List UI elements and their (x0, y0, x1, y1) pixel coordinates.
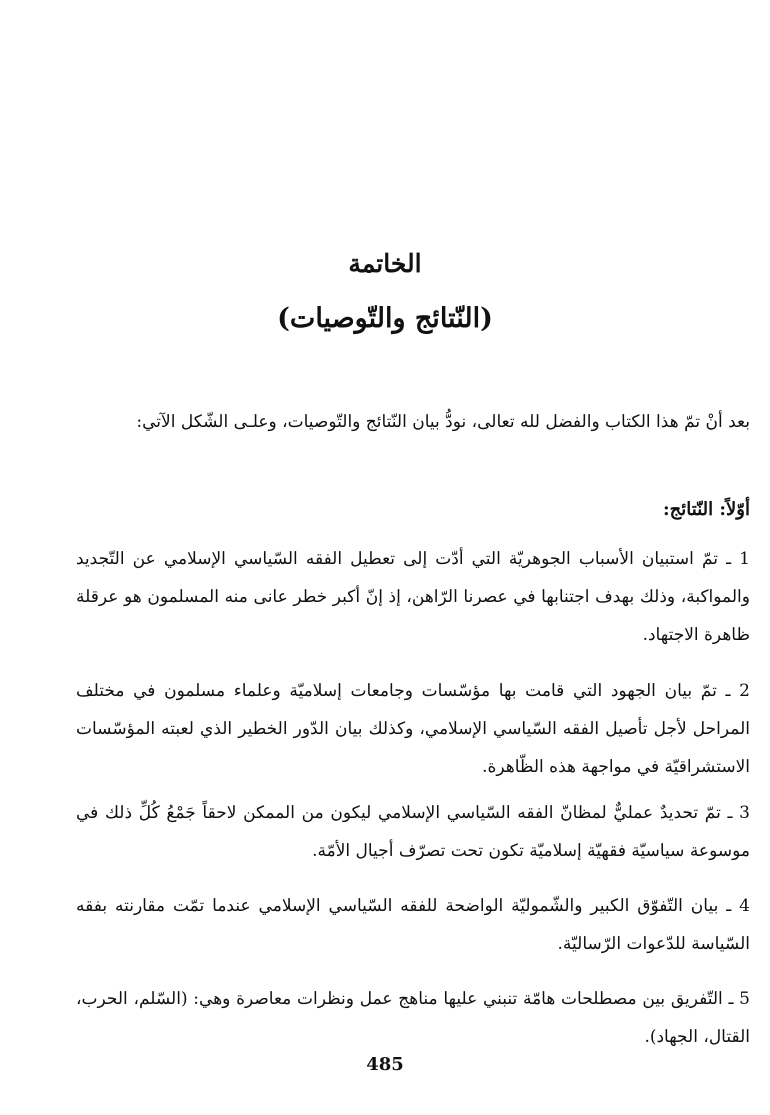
result-item-3: 3 ـ تمّ تحديدٌ عمليٌّ لمظانّ الفقه السّياسي الإسلامي ليكون من الممكن لاحقاً جَمْعُ كُلِّ ذلك في موسوعة سياسيّة فقهيّة إسلاميّة تكون تحت تصرّف أجيال الأمّة. (76, 803, 750, 861)
result-item-4: 4 ـ بيان التّفوّق الكبير والشّموليّة الواضحة للفقه السّياسي الإسلامي عندما تمّت مقارنته بفقه السّياسة للدّعوات الرّساليّة. (76, 896, 750, 954)
page-number: 485 (366, 1054, 404, 1075)
results-heading: أوّلاً: النّتائج: (663, 499, 750, 520)
page-title: الخاتمة (348, 249, 422, 278)
page-subtitle: (النّتائج والتّوصيات) (277, 303, 493, 334)
intro-paragraph: بعد أنْ تمّ هذا الكتاب والفضل لله تعالى، نودُّ بيان النّتائج والتّوصيات، وعلـى الشّكل الآتي: (136, 412, 750, 432)
result-item-1: 1 ـ تمّ استبيان الأسباب الجوهريّة التي أدّت إلى تعطيل الفقه السّياسي الإسلامي عن التّجديد والمواكبة، وذلك بهدف اجتنابها في عصرنا الرّاهن، إذ إنّ أكبر خطر عانى منه المسلمون هو عرقلة ظاهرة الاجتهاد. (76, 549, 750, 645)
result-item-2: 2 ـ تمّ بيان الجهود التي قامت بها مؤسّسات وجامعات إسلاميّة وعلماء مسلمون في مختلف المراحل لأجل تأصيل الفقه السّياسي الإسلامي، وكذلك بيان الدّور الخطير الذي لعبته المؤسّسات الاستشراقيّة في مواجهة هذه الظّاهرة. (76, 681, 750, 777)
result-item-5: 5 ـ التّفريق بين مصطلحات هامّة تنبني عليها مناهج عمل ونظرات معاصرة وهي: (السّلم، الحرب، القتال، الجهاد). (76, 989, 750, 1047)
